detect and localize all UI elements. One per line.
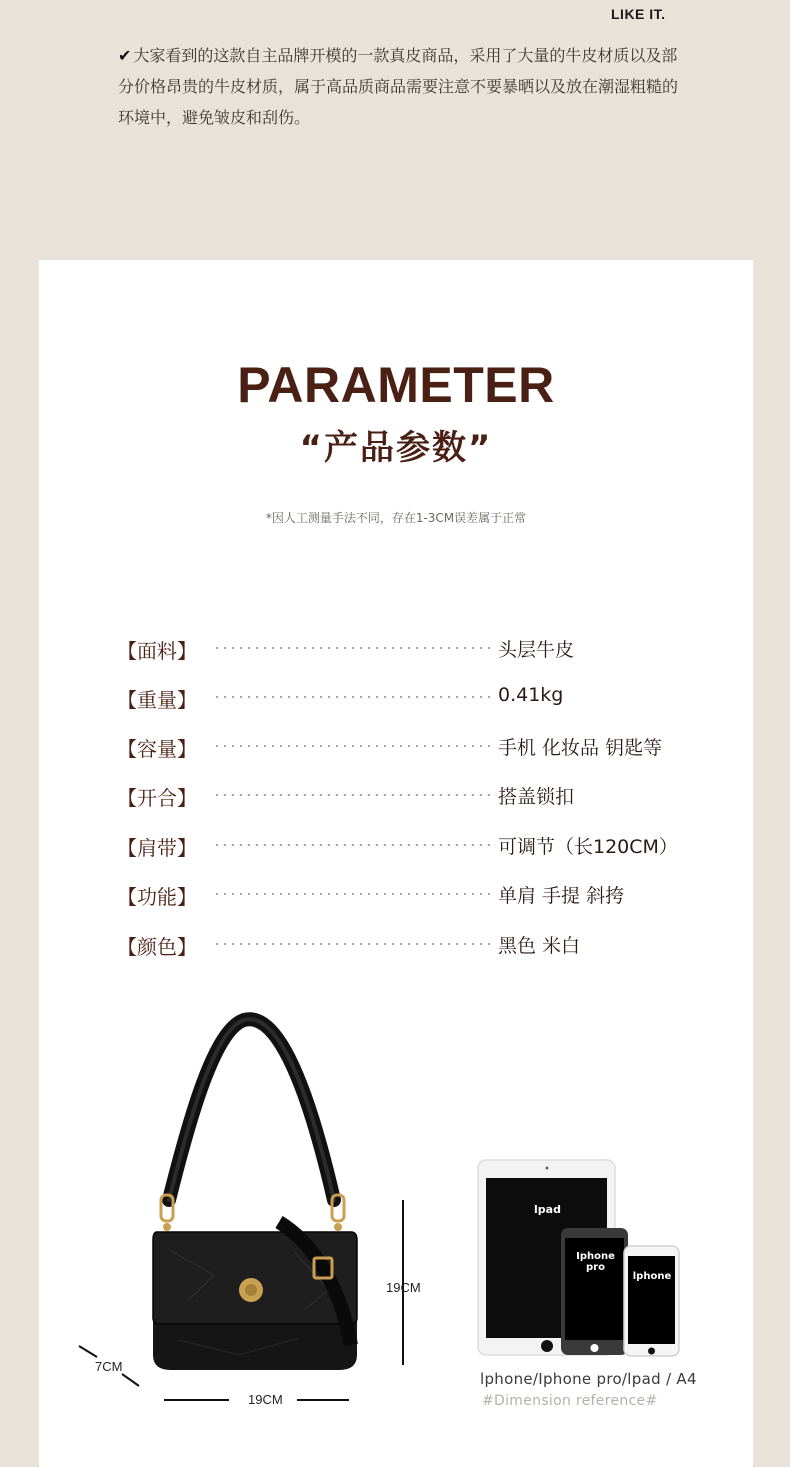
check-icon: ✔ xyxy=(118,46,132,65)
dotted-leader xyxy=(213,893,493,895)
spec-row-function xyxy=(117,881,697,911)
spec-value: 黑色 米白 xyxy=(498,935,581,957)
spec-label: 【颜色】 xyxy=(117,935,197,959)
spec-value: 单肩 手提 斜挎 xyxy=(498,885,625,907)
dotted-leader xyxy=(213,844,493,846)
iphone-label: lphone xyxy=(632,1271,672,1282)
parameter-title: PARAMETER xyxy=(237,357,555,413)
spec-row-material xyxy=(117,635,697,665)
spec-value: 可调节（长120CM） xyxy=(498,836,678,858)
spec-row-capacity xyxy=(117,733,697,763)
spec-label: 【开合】 xyxy=(117,786,197,810)
handbag-image xyxy=(39,1000,439,1440)
spec-row-strap xyxy=(117,832,697,862)
width-dimension-label: 19CM xyxy=(248,1392,283,1407)
spec-label: 【肩带】 xyxy=(117,836,197,860)
spec-value: 搭盖锁扣 xyxy=(498,786,575,808)
spec-row-weight xyxy=(117,684,697,714)
dotted-leader xyxy=(213,943,493,945)
dimension-reference-caption: #Dimension reference# xyxy=(482,1393,658,1409)
spec-value: 头层牛皮 xyxy=(498,639,575,661)
spec-row-closure xyxy=(117,782,697,812)
dotted-leader xyxy=(213,647,493,649)
dotted-leader xyxy=(213,794,493,796)
ipad-label: lpad xyxy=(534,1203,561,1216)
dotted-leader xyxy=(213,745,493,747)
measurement-note: *因人工测量手法不同，存在1-3CM误差属于正常 xyxy=(265,511,527,525)
tagline: LIKE IT. xyxy=(611,6,666,22)
spec-label: 【功能】 xyxy=(117,885,197,909)
parameter-subtitle: “产品参数” xyxy=(299,428,493,468)
parameter-card xyxy=(39,260,753,1467)
device-reference-label: lphone/Iphone pro/lpad / A4 xyxy=(480,1370,697,1388)
spec-row-color xyxy=(117,931,697,961)
dotted-leader xyxy=(213,696,493,698)
care-note xyxy=(118,40,678,133)
height-dimension-label: 19CM xyxy=(386,1280,421,1295)
spec-value: 0.41kg xyxy=(498,684,564,706)
care-note-text: 大家看到的这款自主品牌开模的一款真皮商品，采用了大量的牛皮材质以及部分价格昂贵的牛皮材质，属于高品质商品需要注意不要暴晒以及放在潮湿粗糙的环境中，避免皱皮和刮伤。 xyxy=(118,46,679,127)
spec-label: 【容量】 xyxy=(117,737,197,761)
spec-label: 【面料】 xyxy=(117,639,197,663)
device-reference xyxy=(476,1158,716,1358)
bag-dimension-figure xyxy=(39,1000,439,1440)
depth-dimension-label: 7CM xyxy=(95,1359,123,1374)
spec-label: 【重量】 xyxy=(117,688,197,712)
iphone-pro-label: Iphone pro xyxy=(576,1251,615,1273)
spec-value: 手机 化妆品 钥匙等 xyxy=(498,737,663,759)
